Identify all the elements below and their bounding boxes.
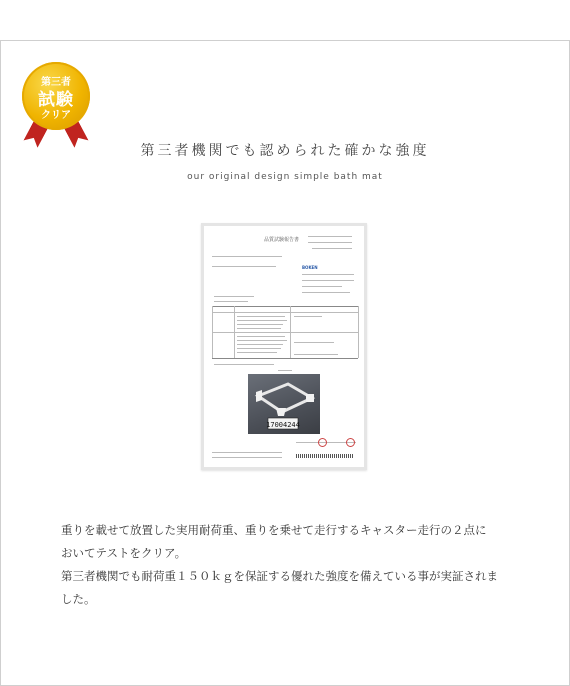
document-title: 品質試験報告書 — [264, 237, 300, 243]
description-line-1: 重りを載せて放置した実用耐荷重、重りを乗せて走行するキャスター走行の２点に — [61, 523, 487, 537]
test-photo — [248, 374, 320, 434]
badge-line-1: 第三者 — [41, 77, 71, 88]
third-party-test-badge — [22, 62, 90, 148]
photo-plate-number: 17004244 — [266, 421, 300, 429]
badge-line-3: クリア — [41, 110, 71, 121]
section-heading: 第三者機関でも認められた確かな強度 — [140, 143, 430, 159]
test-report-document-image: 品質試験報告書 BOKEN 17004244 — [201, 223, 367, 470]
description-line-4: した。 — [61, 592, 96, 606]
description-text — [61, 519, 521, 611]
description-line-2: おいてテストをクリア。 — [61, 546, 187, 560]
description-line-3: 第三者機関でも耐荷重１５０ｋｇを保証する優れた強度を備えている事が実証されま — [61, 569, 498, 583]
badge-line-2: 試験 — [38, 90, 74, 110]
section-subheading: our original design simple bath mat — [187, 172, 383, 182]
medal-icon — [22, 62, 90, 130]
